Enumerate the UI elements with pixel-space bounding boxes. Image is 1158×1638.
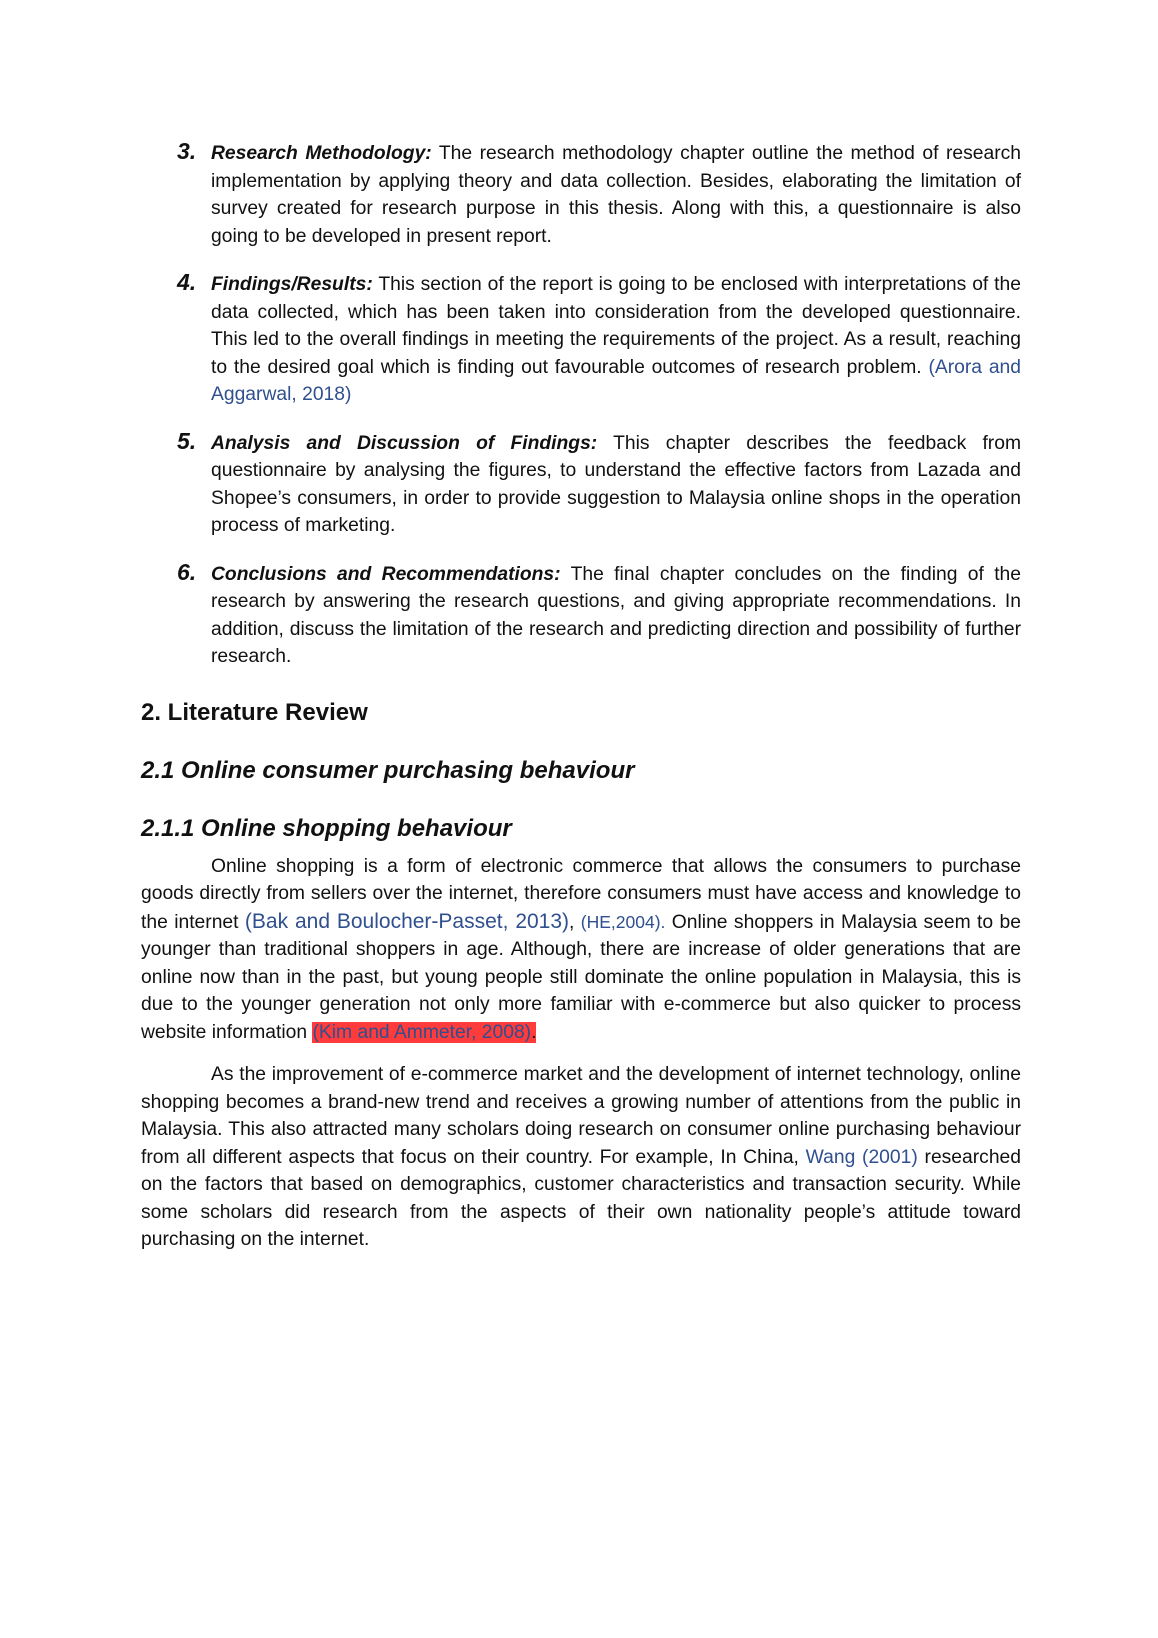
paragraph-end-text: .: [531, 1021, 537, 1043]
section-heading: 2. Literature Review: [141, 698, 368, 726]
citation-link[interactable]: Wang (2001): [805, 1146, 918, 1168]
paragraph-text: Online shoppers in Malaysia seem to be younger than traditional shoppers in age. Although, there are increase of older generations that are online now than in the past, but young people still dominate the online population in Malaysia, this is due to the younger generation not only more familiar with e-commerce but also quicker to process website information: [141, 911, 1021, 1043]
separator-text: ,: [569, 911, 581, 933]
paragraph-text: Online shopping is a form of electronic commerce that allows the consumers to purchase goods directly from sellers over the internet, therefore consumers must have access and knowledge to the internet: [141, 855, 1021, 933]
citation-link[interactable]: (HE,2004).: [580, 911, 666, 932]
list-term: Conclusions and Recommendations:: [211, 563, 561, 585]
list-number: 4.: [177, 269, 197, 295]
list-number: 6.: [177, 558, 197, 585]
chapter-outline-list: [141, 140, 1021, 671]
list-number: 5.: [177, 427, 197, 454]
citation-link[interactable]: (Bak and Boulocher-Passet, 2013): [244, 909, 570, 933]
list-term: Analysis and Discussion of Findings:: [211, 432, 598, 454]
highlighted-citation-link[interactable]: (Kim and Ammeter, 2008): [312, 1021, 532, 1043]
subsubsection-heading: 2.1.1 Online shopping behaviour: [141, 814, 512, 842]
citation-link[interactable]: (Arora and Aggarwal, 2018): [211, 356, 1021, 405]
body-paragraph: [141, 1061, 1021, 1254]
list-number: 3.: [177, 138, 197, 164]
list-item: [141, 558, 1021, 671]
body-paragraph: [141, 853, 1021, 1047]
list-item: [141, 271, 1021, 409]
list-text: The final chapter concludes on the finding of the research by answering the research questions, and giving appropriate recommendations. In addition, discuss the limitation of the research and predicting direction and possibility of further research.: [211, 563, 1021, 667]
paragraph-text: researched on the factors that based on demographics, customer characteristics and transaction security. While some scholars did research from the aspects of their own nationality people’s attitude toward purchasing on the internet.: [141, 1146, 1021, 1250]
list-text: This section of the report is going to be enclosed with interpretations of the data collected, which has been taken into consideration from the developed questionnaire. This led to the overall findings in meeting the requirements of the project. As a result, reaching to the desired goal which is finding out favourable outcomes of research problem.: [211, 274, 1021, 378]
list-item: [141, 427, 1022, 540]
list-term: Research Methodology:: [211, 143, 432, 164]
list-text: The research methodology chapter outline the method of research implementation by applying theory and data collection. Besides, elaborating the limitation of survey created for research purpose in this thesis. Along with this, a questionnaire is also going to be developed in present report.: [211, 143, 1021, 247]
subsection-heading: 2.1 Online consumer purchasing behaviour: [141, 756, 635, 784]
list-text: This chapter describes the feedback from questionnaire by analysing the figures, to understand the effective factors from Lazada and Shopee’s consumers, in order to provide suggestion to Malaysia online shops in the operation process of marketing.: [211, 432, 1022, 536]
list-item: [141, 140, 1021, 250]
list-term: Findings/Results:: [211, 274, 373, 295]
page-content: [141, 140, 1021, 1254]
paragraph-text: As the improvement of e-commerce market and the development of internet technology, online shopping becomes a brand-new trend and receives a growing number of attentions from the public in Malaysia. This also attracted many scholars doing research on consumer online purchasing behaviour from all different aspects that focus on their country. For example, In China,: [141, 1064, 1021, 1168]
